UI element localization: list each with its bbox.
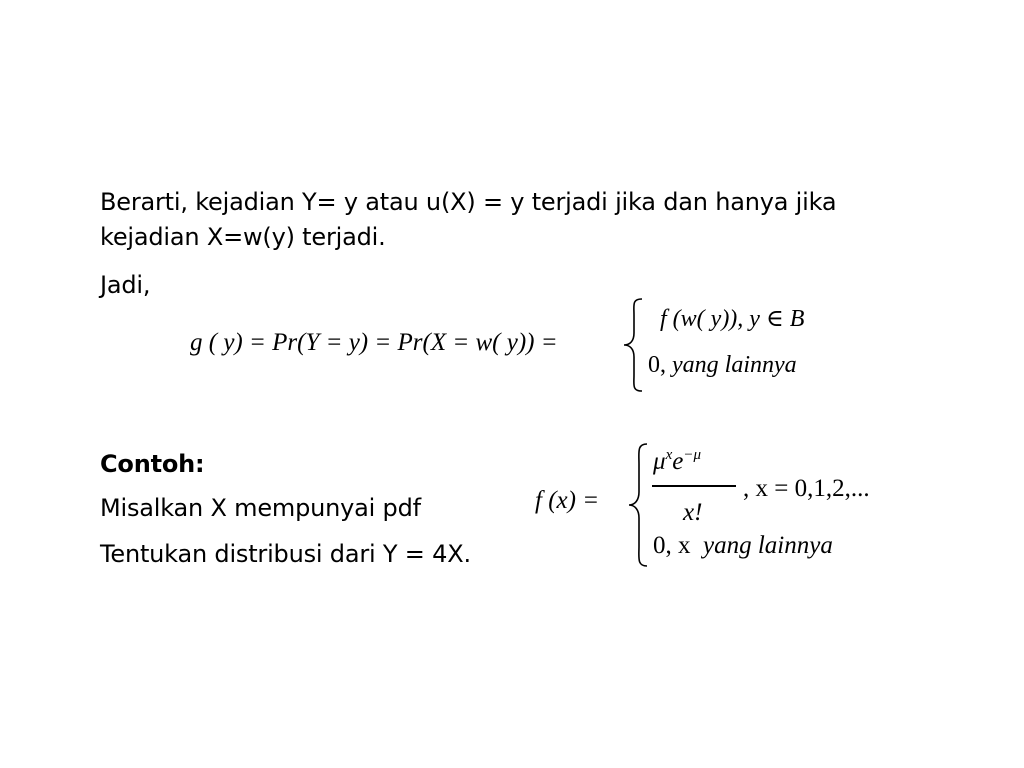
tentukan-paragraph: Tentukan distribusi dari Y = 4X. — [100, 540, 471, 568]
equation1-case2-value: 0, — [648, 352, 666, 378]
equation1-case2-condition: yang lainnya — [672, 352, 797, 378]
equation-g-of-y — [190, 295, 870, 395]
numerator-mu-exponent: x — [665, 447, 673, 463]
equation2-lhs: f (x) = — [535, 487, 600, 514]
left-brace-icon — [620, 295, 648, 395]
equation2-condition: , x = 0,1,2,... — [743, 475, 870, 502]
equation2-case2 — [653, 533, 833, 558]
equation-pdf-f-of-x — [535, 438, 935, 573]
equation2-case2-condition: yang lainnya — [703, 532, 833, 559]
intro-paragraph: Berarti, kejadian Y= y atau u(X) = y terjadi jika dan hanya jika kejadian X=w(y) terjadi. — [100, 188, 837, 251]
equation2-case2-value: 0, x — [653, 532, 691, 559]
jadi-paragraph: Jadi, — [100, 271, 151, 299]
equation2-denominator: x! — [683, 499, 703, 526]
contoh-heading: Contoh: — [100, 450, 205, 478]
equation2-numerator — [653, 448, 701, 474]
left-brace-icon — [625, 440, 653, 570]
numerator-mu: μ — [653, 448, 666, 475]
equation1-case2 — [648, 353, 797, 377]
misalkan-paragraph: Misalkan X mempunyai pdf — [100, 494, 421, 522]
numerator-e-exponent: −μ — [683, 447, 701, 463]
equation1-lhs: g ( y) = Pr(Y = y) = Pr(X = w( y)) = — [190, 329, 558, 356]
numerator-e: e — [672, 448, 684, 475]
fraction-bar — [652, 485, 736, 487]
equation1-case1: f (w( y)), y ∈ B — [660, 306, 805, 332]
